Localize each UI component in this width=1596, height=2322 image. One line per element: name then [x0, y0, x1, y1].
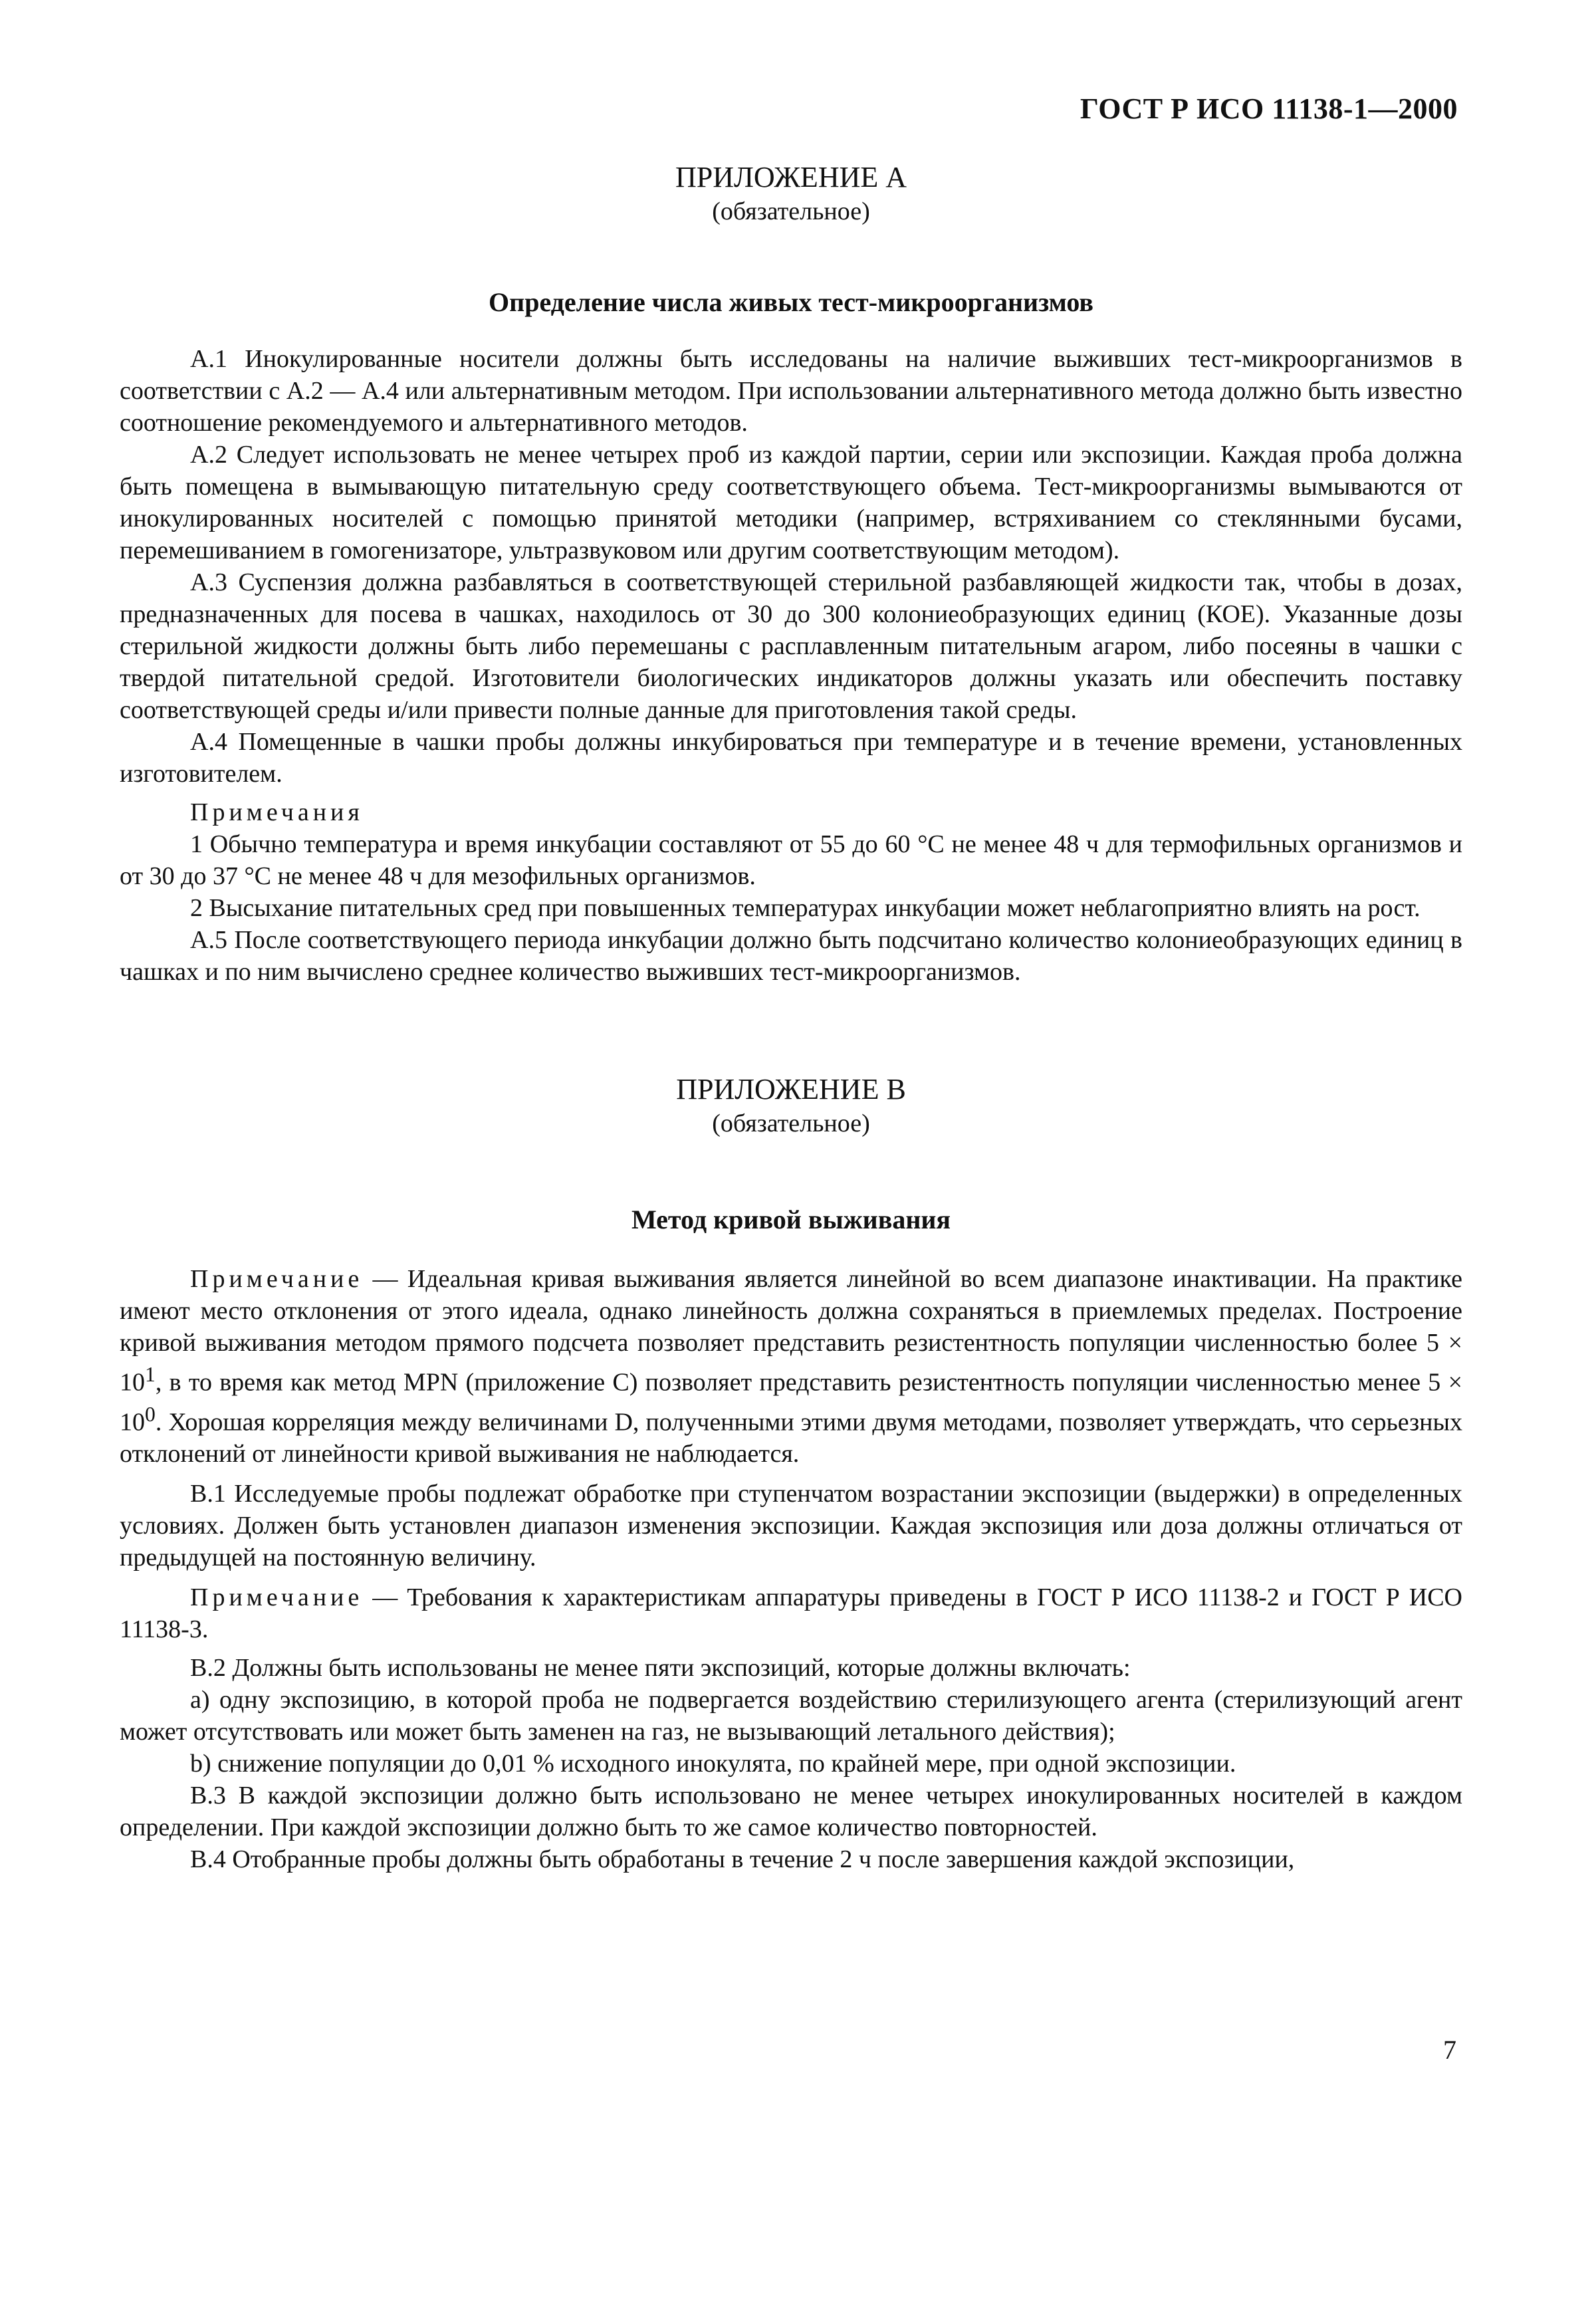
annex-a-title: ПРИЛОЖЕНИЕ А	[675, 161, 907, 193]
paragraph-a5: А.5 После соответствующего периода инкубации должно быть подсчитано количество колониеобразующих единиц в чашках и по ним вычислено среднее количество выживших тест-микроорганизмов.	[120, 926, 1462, 986]
paragraph-b2-a: a) одну экспозицию, в которой проба не подвергается воздействию стерилизующего агента (стерилизующий агент может отсутствовать или может быть заменен на газ, не вызывающий летального действия);	[120, 1686, 1462, 1746]
annex-a-status: (обязательное)	[712, 197, 870, 225]
annex-a-heading: Определение числа живых тест-микроорганизмов	[489, 287, 1093, 317]
document-body	[120, 160, 1462, 1875]
annex-b-title: ПРИЛОЖЕНИЕ В	[676, 1073, 906, 1105]
note-2: 2 Высыхание питательных сред при повышенных температурах инкубации может неблагоприятно влиять на рост.	[190, 894, 1421, 922]
paragraph-b1: В.1 Исследуемые пробы подлежат обработке при ступенчатом возрастании экспозиции (выдержки) в определенных условиях. Должен быть установлен диапазон изменения экспозиции. Каждая экспозиция или доза должны отличаться от предыдущей на постоянную величину.	[120, 1480, 1462, 1572]
paragraph-a2: А.2 Следует использовать не менее четырех проб из каждой партии, серии или экспозиции. Каждая проба должна быть помещена в вымывающую питательную среду соответствующего объема. Тест-микроорганизмы вымываются от инокулированных носителей с помощью принятой методики (например, встряхиванием со стеклянными бусами, перемешиванием в гомогенизаторе, ультразвуковом или другим соответствующим методом).	[120, 441, 1462, 564]
annex-b-note-2: Примечание — Требования к характеристикам аппаратуры приведены в ГОСТ Р ИСО 11138-2 и ГОСТ Р ИСО 11138-3.	[120, 1583, 1462, 1644]
note-label: Примечание	[190, 1265, 364, 1293]
paragraph-b2-b: b) снижение популяции до 0,01 % исходного инокулята, по крайней мере, при одной экспозиции.	[190, 1750, 1236, 1778]
annex-b-status: (обязательное)	[712, 1109, 870, 1137]
annex-a-header	[120, 160, 1462, 227]
annex-b-header	[120, 1072, 1462, 1139]
paragraph-a3: А.3 Суспензия должна разбавляться в соответствующей стерильной разбавляющей жидкости так, чтобы в дозах, предназначенных для посева в чашках, находилось от 30 до 300 колониеобразующих единиц (КОЕ). Указанные дозы стерильной жидкости должны быть либо перемешаны с расплавленным питательным агаром, либо посеяны в чашки с твердой питательной средой. Изготовители биологических индикаторов должны указать или обеспечить поставку соответствующей среды и/или привести полные данные для приготовления такой среды.	[120, 568, 1462, 724]
page-number: 7	[1443, 2035, 1456, 2065]
standard-code-header: ГОСТ Р ИСО 11138-1—2000	[1080, 92, 1458, 125]
annex-b-note-1: Примечание — Идеальная кривая выживания является линейной во всем диапазоне инактивации. На практике имеют место отклонения от этого идеала, однако линейность должна сохраняться в приемлемых пределах. Построение кривой выживания методом прямого подсчета позволяет представить резистентность популяции численностью более $5 \times 10^1$, в то время как метод MPN (приложение С) позволяет представить резистентность популяции численностью менее $5 \times 10^0$. Хорошая корреляция между величинами D, полученными этими двумя методами, позволяет утверждать, что серьезных отклонений от линейности кривой выживания не наблюдается.	[120, 1265, 1462, 1468]
paragraph-b2: В.2 Должны быть использованы не менее пяти экспозиций, которые должны включать:	[190, 1654, 1131, 1683]
notes-heading: Примечания	[190, 798, 364, 826]
note-1: 1 Обычно температура и время инкубации составляют от 55 до 60 °С не менее 48 ч для термофильных организмов и от 30 до 37 °С не менее 48 ч для мезофильных организмов.	[120, 830, 1462, 890]
paragraph-b4: В.4 Отобранные пробы должны быть обработаны в течение 2 ч после завершения каждой экспозиции,	[190, 1845, 1295, 1874]
paragraph-a4: А.4 Помещенные в чашки пробы должны инкубироваться при температуре и в течение времени, установленных изготовителем.	[120, 728, 1462, 788]
paragraph-b3: В.3 В каждой экспозиции должно быть использовано не менее четырех инокулированных носителей в каждом определении. При каждой экспозиции должно быть то же самое количество повторностей.	[120, 1782, 1462, 1842]
note-label: Примечание	[190, 1583, 364, 1612]
paragraph-a1: А.1 Инокулированные носители должны быть исследованы на наличие выживших тест-микроорганизмов в соответствии с А.2 — А.4 или альтернативным методом. При использовании альтернативного метода должно быть известно соотношение рекомендуемого и альтернативного методов.	[120, 345, 1462, 437]
annex-b-heading: Метод кривой выживания	[631, 1205, 951, 1234]
